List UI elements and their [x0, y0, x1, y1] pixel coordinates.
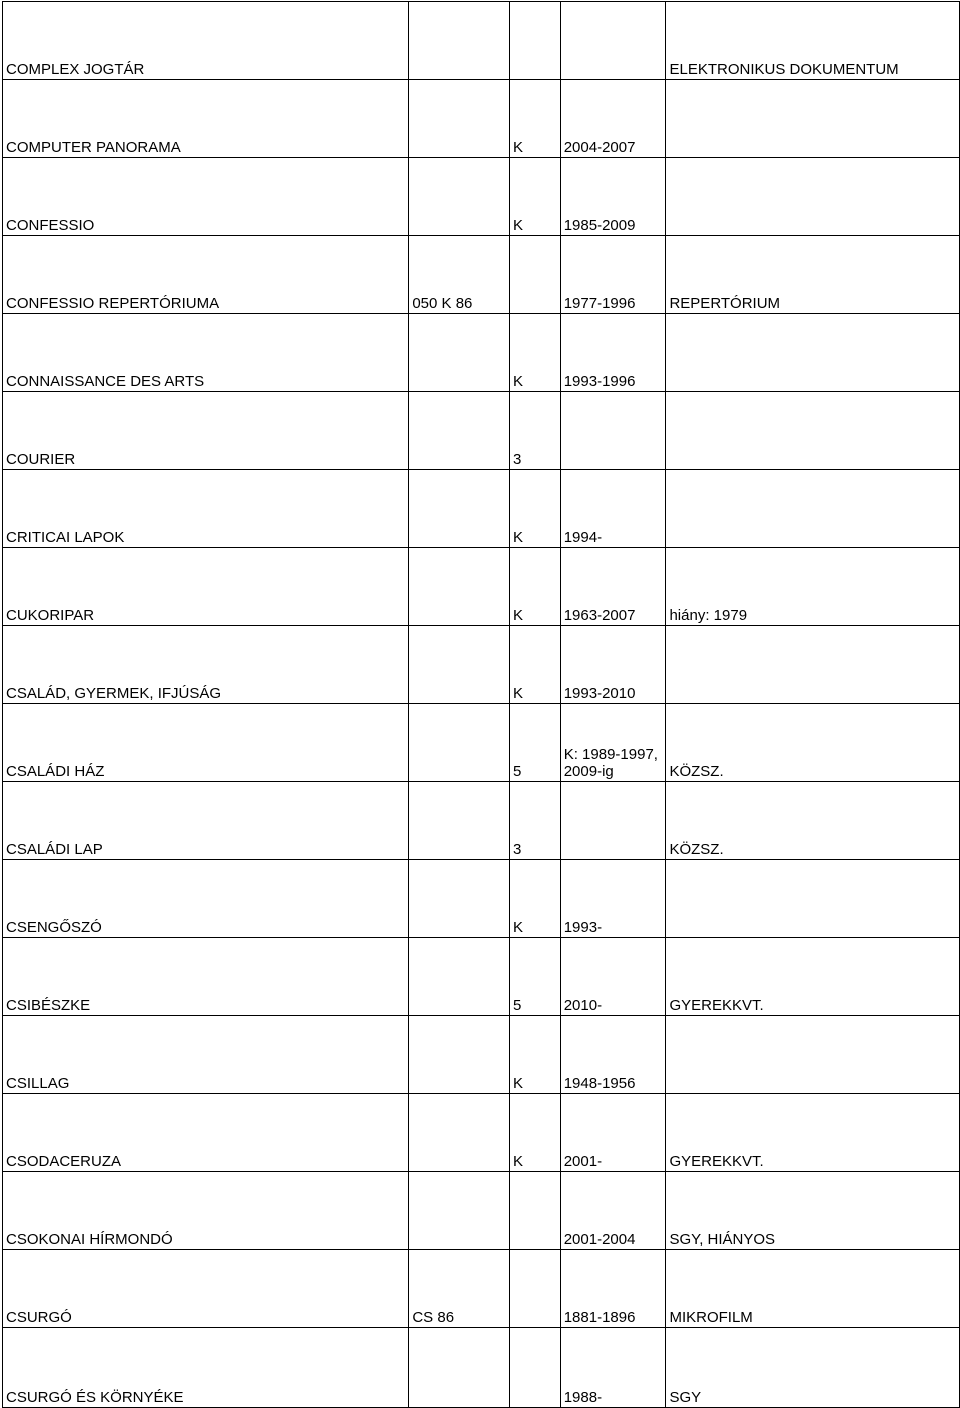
type-cell: K — [510, 314, 561, 392]
table-row — [3, 782, 960, 860]
title-cell: CSILLAG — [3, 1016, 409, 1094]
years-cell: 1994- — [560, 470, 666, 548]
type-cell — [510, 236, 561, 314]
note-cell: MIKROFILM — [666, 1250, 960, 1328]
table-row — [3, 470, 960, 548]
periodicals-table — [2, 1, 960, 1408]
call-number-cell — [409, 314, 510, 392]
years-cell: 2010- — [560, 938, 666, 1016]
years-cell — [560, 392, 666, 470]
type-cell: K — [510, 158, 561, 236]
years-cell: 1993-2010 — [560, 626, 666, 704]
years-cell: 1993-1996 — [560, 314, 666, 392]
title-cell: CONFESSIO REPERTÓRIUMA — [3, 236, 409, 314]
years-cell: 2001- — [560, 1094, 666, 1172]
title-cell: CSODACERUZA — [3, 1094, 409, 1172]
type-cell: K — [510, 470, 561, 548]
years-cell — [560, 782, 666, 860]
note-cell: SGY, HIÁNYOS — [666, 1172, 960, 1250]
call-number-cell — [409, 392, 510, 470]
years-cell: 1977-1996 — [560, 236, 666, 314]
years-cell: 1993- — [560, 860, 666, 938]
call-number-cell — [409, 470, 510, 548]
type-cell: K — [510, 860, 561, 938]
call-number-cell: CS 86 — [409, 1250, 510, 1328]
note-cell: KÖZSZ. — [666, 782, 960, 860]
title-cell: CSURGÓ — [3, 1250, 409, 1328]
title-cell: COMPLEX JOGTÁR — [3, 2, 409, 80]
table-row — [3, 236, 960, 314]
title-cell: CSURGÓ ÉS KÖRNYÉKE — [3, 1328, 409, 1408]
note-cell — [666, 80, 960, 158]
type-cell: 5 — [510, 938, 561, 1016]
type-cell — [510, 1328, 561, 1408]
title-cell: CSALÁDI HÁZ — [3, 704, 409, 782]
note-cell — [666, 314, 960, 392]
call-number-cell — [409, 1172, 510, 1250]
years-cell: 1988- — [560, 1328, 666, 1408]
years-cell: 2004-2007 — [560, 80, 666, 158]
type-cell: K — [510, 1016, 561, 1094]
call-number-cell — [409, 2, 510, 80]
table-row — [3, 392, 960, 470]
note-cell — [666, 626, 960, 704]
table-row — [3, 704, 960, 782]
call-number-cell — [409, 548, 510, 626]
note-cell: GYEREKKVT. — [666, 938, 960, 1016]
title-cell: CONFESSIO — [3, 158, 409, 236]
table-body — [3, 2, 960, 1408]
call-number-cell — [409, 158, 510, 236]
table-row — [3, 626, 960, 704]
years-cell: 2001-2004 — [560, 1172, 666, 1250]
call-number-cell — [409, 704, 510, 782]
note-cell: KÖZSZ. — [666, 704, 960, 782]
note-cell: REPERTÓRIUM — [666, 236, 960, 314]
years-cell — [560, 2, 666, 80]
note-cell — [666, 1016, 960, 1094]
table-row — [3, 314, 960, 392]
table-row — [3, 860, 960, 938]
table-row — [3, 158, 960, 236]
title-cell: CUKORIPAR — [3, 548, 409, 626]
table-row — [3, 1328, 960, 1408]
call-number-cell — [409, 860, 510, 938]
type-cell: K — [510, 548, 561, 626]
note-cell — [666, 392, 960, 470]
call-number-cell — [409, 1094, 510, 1172]
years-cell: 1948-1956 — [560, 1016, 666, 1094]
title-cell: CSALÁD, GYERMEK, IFJÚSÁG — [3, 626, 409, 704]
years-cell: 1985-2009 — [560, 158, 666, 236]
table-row — [3, 1094, 960, 1172]
note-cell: hiány: 1979 — [666, 548, 960, 626]
type-cell: K — [510, 80, 561, 158]
table-row — [3, 548, 960, 626]
title-cell: COURIER — [3, 392, 409, 470]
type-cell: 3 — [510, 782, 561, 860]
type-cell — [510, 2, 561, 80]
title-cell: CONNAISSANCE DES ARTS — [3, 314, 409, 392]
years-cell: 1881-1896 — [560, 1250, 666, 1328]
note-cell — [666, 860, 960, 938]
call-number-cell — [409, 1328, 510, 1408]
call-number-cell — [409, 1016, 510, 1094]
note-cell: ELEKTRONIKUS DOKUMENTUM — [666, 2, 960, 80]
type-cell: K — [510, 1094, 561, 1172]
table-row — [3, 938, 960, 1016]
note-cell — [666, 158, 960, 236]
title-cell: CRITICAI LAPOK — [3, 470, 409, 548]
title-cell: COMPUTER PANORAMA — [3, 80, 409, 158]
title-cell: CSALÁDI LAP — [3, 782, 409, 860]
type-cell: 5 — [510, 704, 561, 782]
call-number-cell — [409, 938, 510, 1016]
call-number-cell — [409, 782, 510, 860]
title-cell: CSIBÉSZKE — [3, 938, 409, 1016]
title-cell: CSENGŐSZÓ — [3, 860, 409, 938]
title-cell: CSOKONAI HÍRMONDÓ — [3, 1172, 409, 1250]
type-cell: K — [510, 626, 561, 704]
call-number-cell — [409, 80, 510, 158]
call-number-cell — [409, 626, 510, 704]
note-cell: GYEREKKVT. — [666, 1094, 960, 1172]
note-cell — [666, 470, 960, 548]
note-cell: SGY — [666, 1328, 960, 1408]
type-cell — [510, 1172, 561, 1250]
table-row — [3, 2, 960, 80]
table-row — [3, 1172, 960, 1250]
call-number-cell: 050 K 86 — [409, 236, 510, 314]
years-cell: K: 1989-1997, 2009-ig — [560, 704, 666, 782]
table-row — [3, 1250, 960, 1328]
type-cell: 3 — [510, 392, 561, 470]
years-cell: 1963-2007 — [560, 548, 666, 626]
table-row — [3, 80, 960, 158]
table-row — [3, 1016, 960, 1094]
type-cell — [510, 1250, 561, 1328]
